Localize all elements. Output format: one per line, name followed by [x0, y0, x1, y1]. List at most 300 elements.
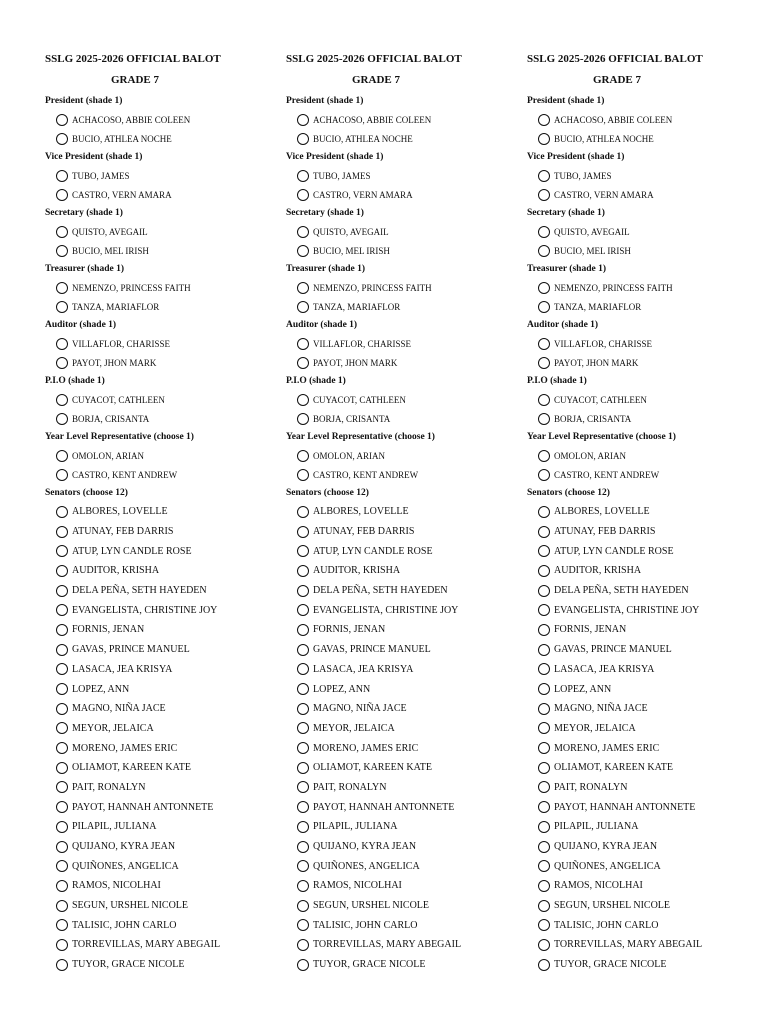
ballot-title: SSLG 2025-2026 OFFICIAL BALOT — [286, 53, 462, 65]
shade-circle-icon[interactable] — [538, 394, 550, 406]
shade-circle-icon[interactable] — [538, 900, 550, 912]
candidate-name: TANZA, MARIAFLOR — [313, 301, 401, 312]
candidate-name: PAYOT, HANNAH ANTONNETE — [72, 801, 214, 813]
candidate-option[interactable] — [45, 935, 245, 955]
candidate-option[interactable] — [286, 390, 486, 409]
shade-circle-icon[interactable] — [538, 604, 550, 616]
shade-circle-icon[interactable] — [538, 545, 550, 557]
shade-circle-icon[interactable] — [297, 841, 309, 853]
shade-circle-icon[interactable] — [297, 506, 309, 518]
candidate-option[interactable] — [45, 758, 245, 778]
shade-circle-icon[interactable] — [538, 841, 550, 853]
shade-circle-icon[interactable] — [297, 722, 309, 734]
shade-circle-icon[interactable] — [56, 282, 68, 294]
candidate-option[interactable] — [286, 915, 486, 935]
shade-circle-icon[interactable] — [297, 742, 309, 754]
candidate-option[interactable] — [286, 876, 486, 896]
candidate-option[interactable] — [286, 797, 486, 817]
candidate-option[interactable] — [286, 660, 486, 680]
candidate-option[interactable] — [286, 600, 486, 620]
shade-circle-icon[interactable] — [56, 880, 68, 892]
shade-circle-icon[interactable] — [297, 469, 309, 481]
shade-circle-icon[interactable] — [297, 133, 309, 145]
candidate-option[interactable] — [45, 353, 245, 372]
candidate-name: QUIJANO, KYRA JEAN — [72, 841, 176, 853]
shade-circle-icon[interactable] — [538, 801, 550, 813]
candidate-option[interactable] — [527, 166, 727, 185]
candidate-name: LOPEZ, ANN — [554, 683, 612, 695]
shade-circle-icon[interactable] — [56, 226, 68, 238]
candidate-option[interactable] — [45, 129, 245, 148]
shade-circle-icon[interactable] — [56, 526, 68, 538]
candidate-option[interactable] — [527, 758, 727, 778]
candidate-option[interactable] — [527, 446, 727, 465]
shade-circle-icon[interactable] — [297, 545, 309, 557]
candidate-name: QUIJANO, KYRA JEAN — [313, 841, 417, 853]
shade-circle-icon[interactable] — [56, 565, 68, 577]
candidate-option[interactable] — [45, 896, 245, 916]
candidate-option[interactable] — [527, 876, 727, 896]
shade-circle-icon[interactable] — [56, 722, 68, 734]
candidate-name: ATUNAY, FEB DARRIS — [72, 526, 174, 538]
candidate-name: QUISTO, AVEGAIL — [313, 226, 389, 237]
shade-circle-icon[interactable] — [538, 585, 550, 597]
candidate-option[interactable] — [527, 465, 727, 484]
shade-circle-icon[interactable] — [56, 469, 68, 481]
candidate-name: LOPEZ, ANN — [313, 683, 371, 695]
candidate-option[interactable] — [45, 620, 245, 640]
shade-circle-icon[interactable] — [56, 338, 68, 350]
shade-circle-icon[interactable] — [56, 860, 68, 872]
candidate-option[interactable] — [286, 856, 486, 876]
candidate-option[interactable] — [527, 241, 727, 260]
candidate-option[interactable] — [45, 778, 245, 798]
candidate-option[interactable] — [45, 222, 245, 241]
shade-circle-icon[interactable] — [56, 189, 68, 201]
candidate-name: NEMENZO, PRINCESS FAITH — [72, 282, 191, 293]
candidate-option[interactable] — [527, 896, 727, 916]
candidate-option[interactable] — [527, 334, 727, 353]
candidate-name: LASACA, JEA KRISYA — [313, 663, 414, 675]
candidate-name: VILLAFLOR, CHARISSE — [313, 338, 412, 349]
candidate-option[interactable] — [45, 297, 245, 316]
candidate-name: DELA PEÑA, SETH HAYEDEN — [554, 585, 689, 597]
candidate-option[interactable] — [286, 935, 486, 955]
shade-circle-icon[interactable] — [297, 450, 309, 462]
position-section — [527, 260, 727, 316]
candidate-option[interactable] — [286, 758, 486, 778]
position-label: Secretary (shade 1) — [286, 208, 364, 218]
candidate-option[interactable] — [45, 241, 245, 260]
shade-circle-icon[interactable] — [538, 703, 550, 715]
shade-circle-icon[interactable] — [297, 338, 309, 350]
candidate-option[interactable] — [527, 502, 727, 522]
shade-circle-icon[interactable] — [56, 624, 68, 636]
shade-circle-icon[interactable] — [538, 189, 550, 201]
shade-circle-icon[interactable] — [297, 226, 309, 238]
candidate-option[interactable] — [527, 699, 727, 719]
shade-circle-icon[interactable] — [297, 880, 309, 892]
shade-circle-icon[interactable] — [297, 939, 309, 951]
candidate-option[interactable] — [45, 817, 245, 837]
candidate-option[interactable] — [286, 353, 486, 372]
candidate-option[interactable] — [45, 166, 245, 185]
candidate-option[interactable] — [527, 541, 727, 561]
shade-circle-icon[interactable] — [297, 762, 309, 774]
shade-circle-icon[interactable] — [538, 722, 550, 734]
position-section — [45, 372, 245, 428]
ballot-title: SSLG 2025-2026 OFFICIAL BALOT — [527, 53, 703, 65]
shade-circle-icon[interactable] — [538, 781, 550, 793]
shade-circle-icon[interactable] — [538, 526, 550, 538]
candidate-name: MEYOR, JELAICA — [313, 722, 395, 734]
candidate-name: RAMOS, NICOLHAI — [313, 880, 402, 892]
candidate-option[interactable] — [527, 297, 727, 316]
shade-circle-icon[interactable] — [56, 644, 68, 656]
shade-circle-icon[interactable] — [297, 959, 309, 971]
candidate-option[interactable] — [286, 620, 486, 640]
shade-circle-icon[interactable] — [297, 170, 309, 182]
candidate-option[interactable] — [527, 719, 727, 739]
candidate-option[interactable] — [45, 837, 245, 857]
shade-circle-icon[interactable] — [538, 357, 550, 369]
candidate-option[interactable] — [45, 409, 245, 428]
shade-circle-icon[interactable] — [538, 683, 550, 695]
position-section — [527, 204, 727, 260]
shade-circle-icon[interactable] — [297, 565, 309, 577]
shade-circle-icon[interactable] — [56, 762, 68, 774]
shade-circle-icon[interactable] — [538, 919, 550, 931]
candidate-name: OMOLON, ARIAN — [313, 450, 385, 461]
shade-circle-icon[interactable] — [538, 226, 550, 238]
candidate-name: MAGNO, NIÑA JACE — [72, 703, 166, 715]
shade-circle-icon[interactable] — [538, 469, 550, 481]
candidate-option[interactable] — [45, 278, 245, 297]
shade-circle-icon[interactable] — [297, 801, 309, 813]
shade-circle-icon[interactable] — [538, 624, 550, 636]
candidate-option[interactable] — [286, 502, 486, 522]
candidate-option[interactable] — [527, 797, 727, 817]
candidate-name: ATUNAY, FEB DARRIS — [554, 526, 656, 538]
shade-circle-icon[interactable] — [538, 450, 550, 462]
candidate-option[interactable] — [45, 876, 245, 896]
candidate-option[interactable] — [45, 465, 245, 484]
shade-circle-icon[interactable] — [297, 413, 309, 425]
candidate-name: AUDITOR, KRISHA — [72, 565, 160, 577]
candidate-name: ACHACOSO, ABBIE COLEEN — [313, 114, 432, 125]
shade-circle-icon[interactable] — [297, 781, 309, 793]
shade-circle-icon[interactable] — [297, 919, 309, 931]
candidate-name: FORNIS, JENAN — [313, 624, 386, 636]
candidate-option[interactable] — [286, 699, 486, 719]
candidate-option[interactable] — [286, 465, 486, 484]
candidate-option[interactable] — [286, 896, 486, 916]
shade-circle-icon[interactable] — [538, 338, 550, 350]
shade-circle-icon[interactable] — [297, 644, 309, 656]
candidate-option[interactable] — [286, 129, 486, 148]
candidate-option[interactable] — [527, 522, 727, 542]
candidate-option[interactable] — [286, 297, 486, 316]
shade-circle-icon[interactable] — [538, 762, 550, 774]
candidate-option[interactable] — [527, 837, 727, 857]
candidate-option[interactable] — [527, 817, 727, 837]
candidate-option[interactable] — [286, 679, 486, 699]
candidate-name: BUCIO, MEL IRISH — [554, 245, 631, 256]
candidate-option[interactable] — [527, 185, 727, 204]
shade-circle-icon[interactable] — [56, 545, 68, 557]
shade-circle-icon[interactable] — [538, 506, 550, 518]
shade-circle-icon[interactable] — [56, 703, 68, 715]
shade-circle-icon[interactable] — [56, 394, 68, 406]
shade-circle-icon[interactable] — [56, 939, 68, 951]
candidate-option[interactable] — [527, 129, 727, 148]
candidate-option[interactable] — [45, 797, 245, 817]
shade-circle-icon[interactable] — [538, 821, 550, 833]
shade-circle-icon[interactable] — [297, 526, 309, 538]
shade-circle-icon[interactable] — [538, 742, 550, 754]
position-label: Vice President (shade 1) — [527, 152, 625, 162]
candidate-option[interactable] — [45, 390, 245, 409]
candidate-option[interactable] — [45, 334, 245, 353]
candidate-option[interactable] — [286, 334, 486, 353]
candidate-option[interactable] — [527, 935, 727, 955]
candidate-option[interactable] — [527, 738, 727, 758]
candidate-option[interactable] — [286, 166, 486, 185]
candidate-name: CASTRO, KENT ANDREW — [313, 469, 419, 480]
shade-circle-icon[interactable] — [538, 880, 550, 892]
candidate-option[interactable] — [527, 620, 727, 640]
shade-circle-icon[interactable] — [297, 357, 309, 369]
candidate-option[interactable] — [527, 915, 727, 935]
shade-circle-icon[interactable] — [56, 604, 68, 616]
candidate-option[interactable] — [45, 660, 245, 680]
shade-circle-icon[interactable] — [538, 133, 550, 145]
shade-circle-icon[interactable] — [297, 394, 309, 406]
candidate-option[interactable] — [527, 955, 727, 975]
candidate-option[interactable] — [527, 110, 727, 129]
candidate-option[interactable] — [527, 679, 727, 699]
candidate-name: CUYACOT, CATHLEEN — [313, 394, 406, 405]
candidate-option[interactable] — [45, 446, 245, 465]
shade-circle-icon[interactable] — [56, 413, 68, 425]
candidate-option[interactable] — [286, 222, 486, 241]
position-section — [45, 316, 245, 372]
candidate-name: OLIAMOT, KAREEN KATE — [72, 762, 191, 774]
shade-circle-icon[interactable] — [297, 821, 309, 833]
shade-circle-icon[interactable] — [538, 170, 550, 182]
shade-circle-icon[interactable] — [56, 245, 68, 257]
shade-circle-icon[interactable] — [297, 282, 309, 294]
shade-circle-icon[interactable] — [297, 624, 309, 636]
shade-circle-icon[interactable] — [56, 114, 68, 126]
shade-circle-icon[interactable] — [538, 282, 550, 294]
candidate-option[interactable] — [286, 817, 486, 837]
shade-circle-icon[interactable] — [297, 245, 309, 257]
candidate-option[interactable] — [45, 719, 245, 739]
shade-circle-icon[interactable] — [538, 644, 550, 656]
candidate-option[interactable] — [527, 581, 727, 601]
candidate-option[interactable] — [286, 955, 486, 975]
candidate-name: NEMENZO, PRINCESS FAITH — [554, 282, 673, 293]
position-label: Auditor (shade 1) — [45, 320, 117, 330]
position-label: Vice President (shade 1) — [286, 152, 384, 162]
shade-circle-icon[interactable] — [297, 604, 309, 616]
shade-circle-icon[interactable] — [56, 585, 68, 597]
shade-circle-icon[interactable] — [56, 683, 68, 695]
candidate-option[interactable] — [286, 561, 486, 581]
position-label: Auditor (shade 1) — [286, 320, 358, 330]
shade-circle-icon[interactable] — [538, 959, 550, 971]
candidate-name: VILLAFLOR, CHARISSE — [554, 338, 653, 349]
candidate-name: MORENO, JAMES ERIC — [313, 742, 419, 754]
candidate-option[interactable] — [527, 561, 727, 581]
candidate-option[interactable] — [45, 185, 245, 204]
ballot-title: SSLG 2025-2026 OFFICIAL BALOT — [45, 53, 221, 65]
shade-circle-icon[interactable] — [56, 781, 68, 793]
candidate-name: BUCIO, MEL IRISH — [72, 245, 149, 256]
candidate-option[interactable] — [527, 390, 727, 409]
candidate-name: PAYOT, JHON MARK — [313, 357, 398, 368]
candidate-option[interactable] — [45, 915, 245, 935]
shade-circle-icon[interactable] — [56, 919, 68, 931]
candidate-option[interactable] — [45, 699, 245, 719]
shade-circle-icon[interactable] — [297, 683, 309, 695]
candidate-name: BORJA, CRISANTA — [554, 413, 632, 424]
candidate-name: SEGUN, URSHEL NICOLE — [554, 900, 671, 912]
candidate-option[interactable] — [286, 778, 486, 798]
candidate-name: MORENO, JAMES ERIC — [554, 742, 660, 754]
candidate-name: PAYOT, JHON MARK — [554, 357, 639, 368]
candidate-option[interactable] — [527, 222, 727, 241]
position-label: Senators (choose 12) — [286, 488, 369, 498]
candidate-option[interactable] — [45, 522, 245, 542]
position-section — [45, 428, 245, 484]
shade-circle-icon[interactable] — [538, 301, 550, 313]
position-section — [527, 316, 727, 372]
candidate-option[interactable] — [286, 409, 486, 428]
shade-circle-icon[interactable] — [297, 663, 309, 675]
candidate-name: TUBO, JAMES — [554, 170, 612, 181]
candidate-name: PILAPIL, JULIANA — [72, 821, 157, 833]
candidate-name: TORREVILLAS, MARY ABEGAIL — [554, 939, 703, 951]
candidate-option[interactable] — [45, 679, 245, 699]
shade-circle-icon[interactable] — [297, 703, 309, 715]
candidate-option[interactable] — [45, 955, 245, 975]
candidate-option[interactable] — [286, 110, 486, 129]
candidate-name: PILAPIL, JULIANA — [313, 821, 398, 833]
shade-circle-icon[interactable] — [538, 565, 550, 577]
position-section — [45, 92, 245, 148]
candidate-option[interactable] — [286, 738, 486, 758]
shade-circle-icon[interactable] — [56, 742, 68, 754]
shade-circle-icon[interactable] — [56, 900, 68, 912]
candidate-name: EVANGELISTA, CHRISTINE JOY — [554, 604, 700, 616]
position-section — [45, 484, 245, 975]
shade-circle-icon[interactable] — [538, 114, 550, 126]
shade-circle-icon[interactable] — [56, 821, 68, 833]
candidate-name: SEGUN, URSHEL NICOLE — [72, 900, 189, 912]
candidate-option[interactable] — [527, 640, 727, 660]
candidate-name: ACHACOSO, ABBIE COLEEN — [554, 114, 673, 125]
shade-circle-icon[interactable] — [56, 841, 68, 853]
candidate-option[interactable] — [45, 561, 245, 581]
shade-circle-icon[interactable] — [538, 245, 550, 257]
candidate-option[interactable] — [286, 640, 486, 660]
candidate-option[interactable] — [286, 719, 486, 739]
candidate-option[interactable] — [286, 541, 486, 561]
candidate-option[interactable] — [286, 241, 486, 260]
shade-circle-icon[interactable] — [297, 189, 309, 201]
candidate-option[interactable] — [527, 353, 727, 372]
shade-circle-icon[interactable] — [297, 114, 309, 126]
shade-circle-icon[interactable] — [56, 170, 68, 182]
shade-circle-icon[interactable] — [297, 860, 309, 872]
shade-circle-icon[interactable] — [56, 801, 68, 813]
position-label: Secretary (shade 1) — [527, 208, 605, 218]
candidate-option[interactable] — [45, 640, 245, 660]
candidate-name: BORJA, CRISANTA — [72, 413, 150, 424]
candidate-option[interactable] — [45, 502, 245, 522]
candidate-name: EVANGELISTA, CHRISTINE JOY — [313, 604, 459, 616]
shade-circle-icon[interactable] — [56, 133, 68, 145]
candidate-option[interactable] — [45, 110, 245, 129]
candidate-option[interactable] — [527, 600, 727, 620]
position-section — [286, 316, 486, 372]
shade-circle-icon[interactable] — [56, 301, 68, 313]
shade-circle-icon[interactable] — [538, 663, 550, 675]
candidate-option[interactable] — [286, 278, 486, 297]
shade-circle-icon[interactable] — [538, 860, 550, 872]
candidate-option[interactable] — [45, 581, 245, 601]
candidate-option[interactable] — [45, 856, 245, 876]
shade-circle-icon[interactable] — [297, 900, 309, 912]
candidate-name: CASTRO, VERN AMARA — [313, 189, 413, 200]
candidate-option[interactable] — [286, 446, 486, 465]
candidate-option[interactable] — [527, 778, 727, 798]
candidate-option[interactable] — [527, 409, 727, 428]
position-label: Auditor (shade 1) — [527, 320, 599, 330]
candidate-name: TUBO, JAMES — [72, 170, 130, 181]
shade-circle-icon[interactable] — [56, 450, 68, 462]
shade-circle-icon[interactable] — [538, 939, 550, 951]
candidate-name: PAYOT, HANNAH ANTONNETE — [313, 801, 455, 813]
candidate-option[interactable] — [45, 738, 245, 758]
candidate-option[interactable] — [286, 581, 486, 601]
candidate-option[interactable] — [286, 185, 486, 204]
shade-circle-icon[interactable] — [56, 663, 68, 675]
candidate-option[interactable] — [527, 660, 727, 680]
shade-circle-icon[interactable] — [538, 413, 550, 425]
shade-circle-icon[interactable] — [56, 357, 68, 369]
shade-circle-icon[interactable] — [56, 959, 68, 971]
candidate-name: NEMENZO, PRINCESS FAITH — [313, 282, 432, 293]
candidate-option[interactable] — [527, 278, 727, 297]
position-section — [45, 204, 245, 260]
shade-circle-icon[interactable] — [297, 301, 309, 313]
ballot-copy — [45, 50, 245, 975]
shade-circle-icon[interactable] — [56, 506, 68, 518]
position-label: Vice President (shade 1) — [45, 152, 143, 162]
candidate-option[interactable] — [45, 600, 245, 620]
shade-circle-icon[interactable] — [297, 585, 309, 597]
candidate-name: QUIJANO, KYRA JEAN — [554, 841, 658, 853]
candidate-option[interactable] — [45, 541, 245, 561]
candidate-option[interactable] — [286, 837, 486, 857]
candidate-option[interactable] — [527, 856, 727, 876]
candidate-name: DELA PEÑA, SETH HAYEDEN — [313, 585, 448, 597]
candidate-option[interactable] — [286, 522, 486, 542]
position-section — [527, 428, 727, 484]
